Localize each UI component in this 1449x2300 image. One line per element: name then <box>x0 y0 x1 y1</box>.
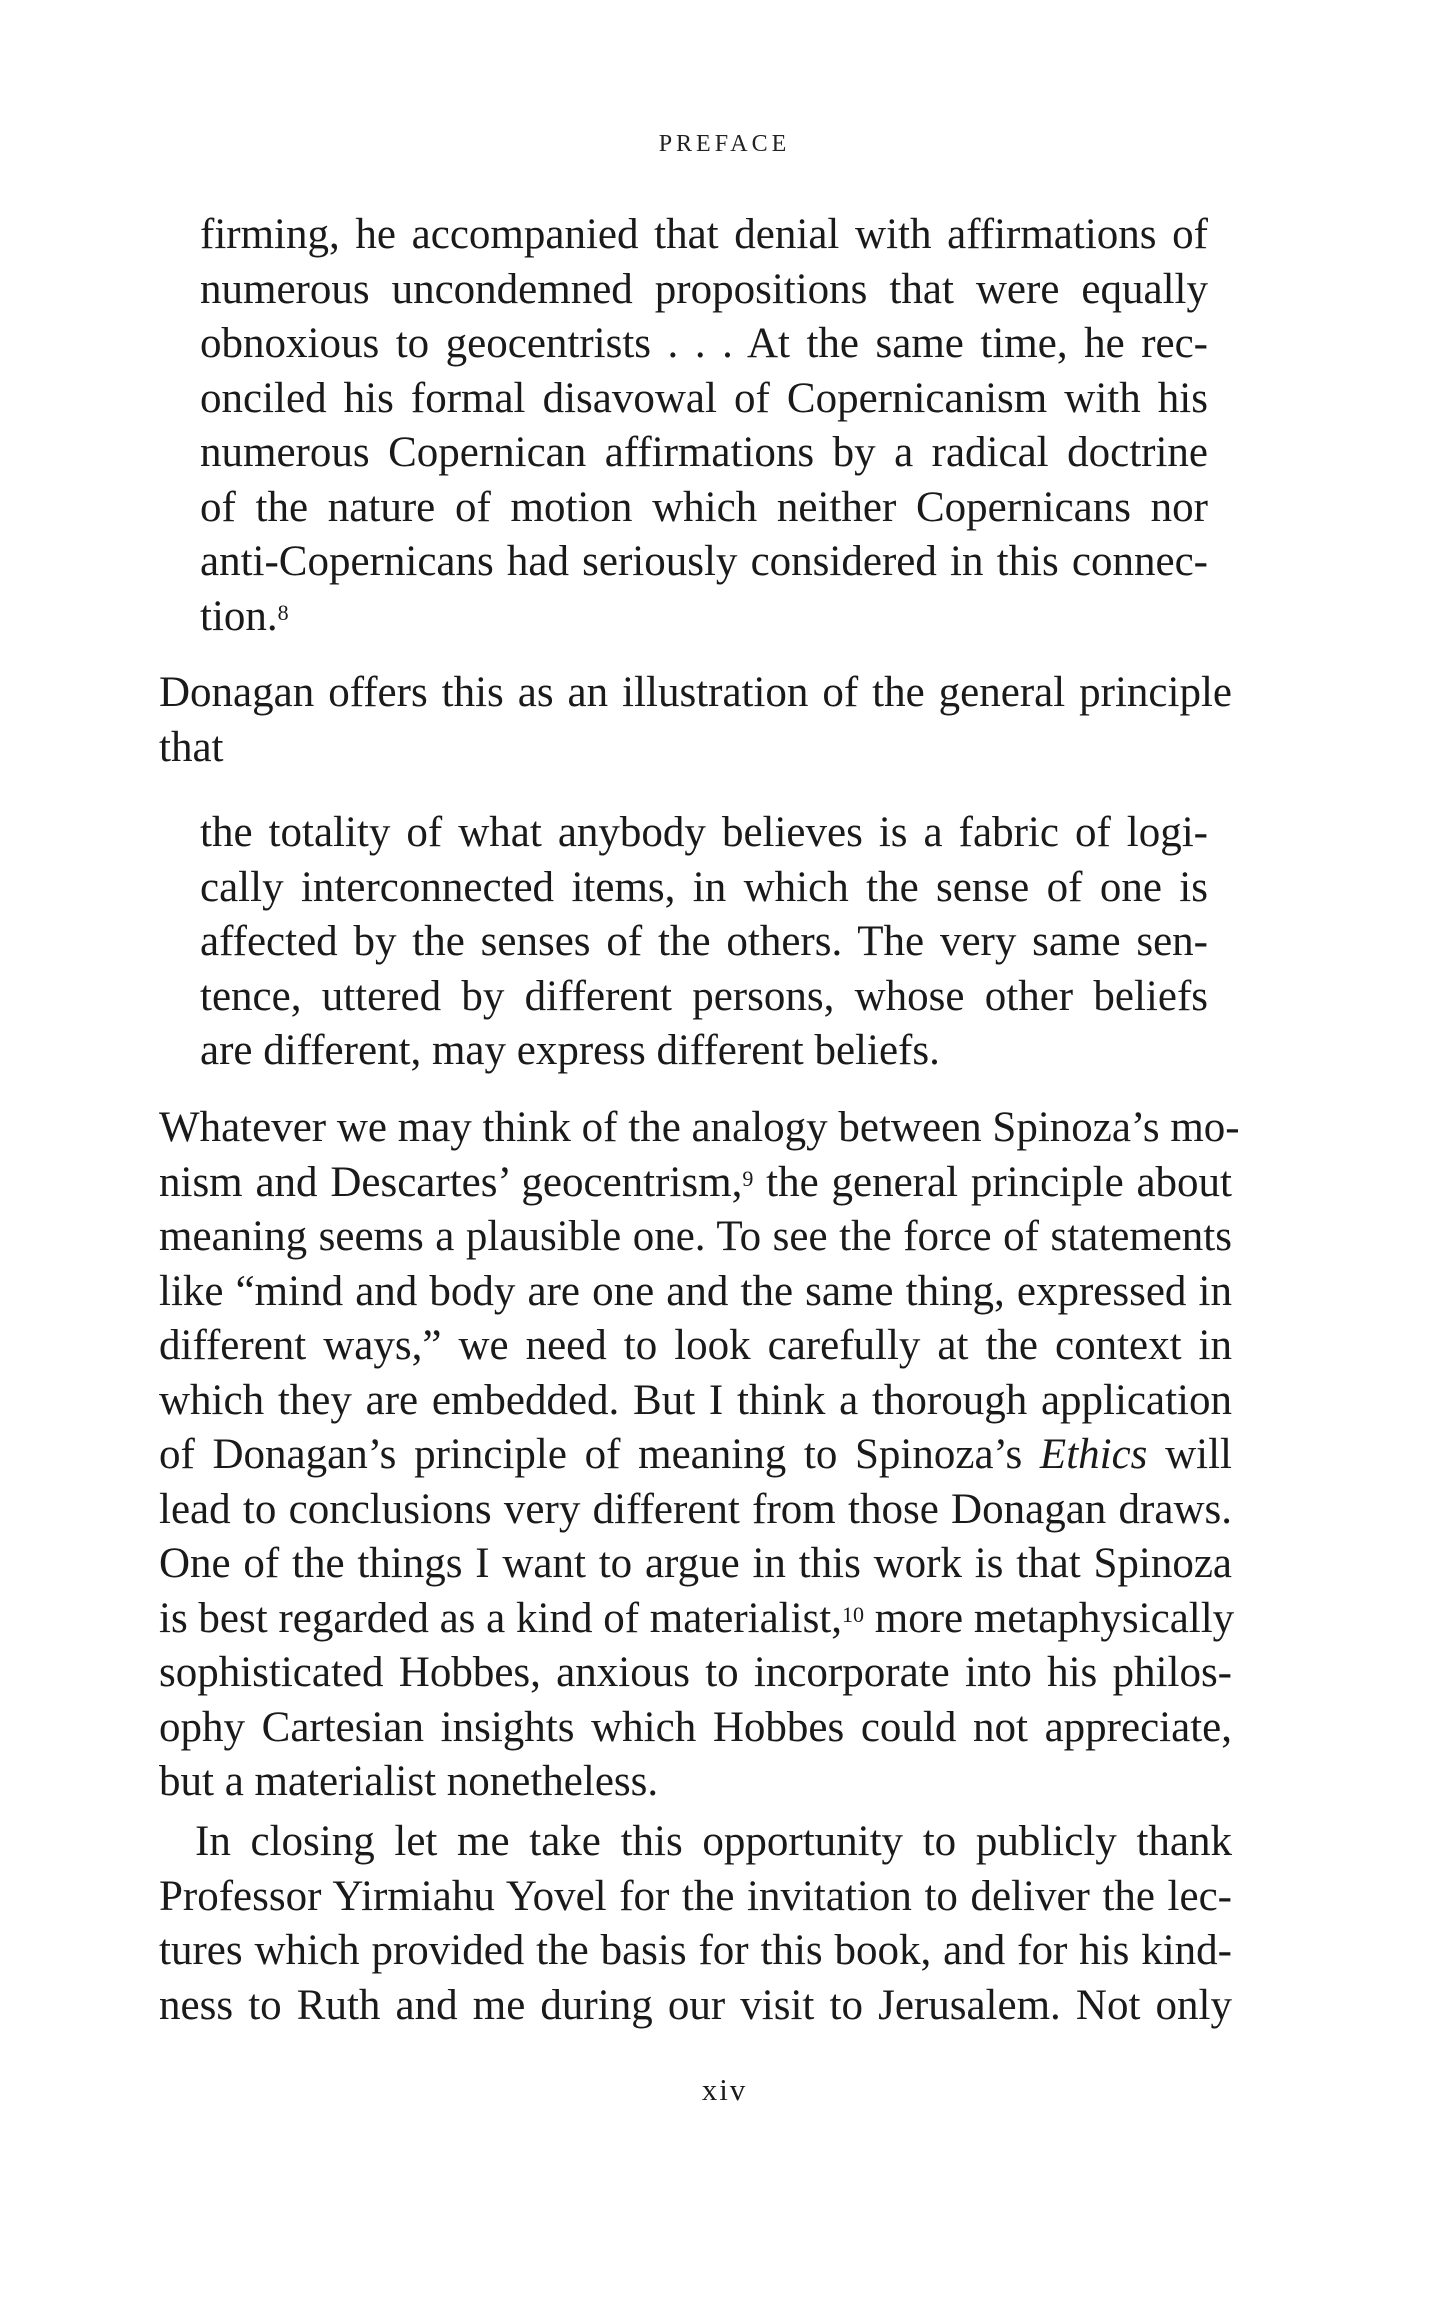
para2-line <box>159 1592 1235 1647</box>
quote2-line: the totality of what anybody believes is a fabric of logi- <box>200 809 1208 856</box>
quote1-line: numerous uncondemned propositions that were equally <box>200 265 1208 313</box>
quote2-line: tence, uttered by different persons, whose other beliefs <box>200 972 1208 1020</box>
intro-paragraph <box>159 666 1232 775</box>
quote1-last-text: tion. <box>200 592 278 640</box>
quote2-line: affected by the senses of the others. The very same sen- <box>200 918 1208 965</box>
para2-line: different ways,” we need to look carefully at the context in <box>159 1322 1232 1369</box>
ethics-title: Ethics <box>1039 1431 1148 1478</box>
para2-line10-b: more metaphysically <box>864 1594 1235 1642</box>
quote2-line: cally interconnected items, in which the sense of one is <box>200 863 1208 911</box>
para2-line: One of the things I want to argue in this work is that Spinoza <box>159 1540 1232 1587</box>
para2-line2-b: the general principle about <box>753 1158 1233 1206</box>
footnote-ref-8: 8 <box>277 599 289 625</box>
para2-line10-a: is best regarded as a kind of materialist, <box>159 1594 843 1642</box>
para2-line <box>159 1156 1232 1211</box>
quote1-line-last <box>200 590 1208 645</box>
para3-line: Professor Yirmiahu Yovel for the invitation to deliver the lec- <box>159 1872 1232 1920</box>
quote1-line: onciled his formal disavowal of Copernicanism with his <box>200 374 1208 422</box>
quote2-line: are different, may express different beliefs. <box>200 1027 940 1074</box>
para2-line: lead to conclusions very different from those Donagan draws. <box>159 1485 1232 1533</box>
para2-line <box>159 1428 1232 1483</box>
para2-line: meaning seems a plausible one. To see the force of statements <box>159 1213 1232 1260</box>
para2-line: Whatever we may think of the analogy between Spinoza’s mo- <box>159 1104 1240 1151</box>
quote1-line: numerous Copernican affirmations by a radical doctrine <box>200 429 1208 476</box>
para2-line7-a: of Donagan’s principle of meaning to Spinoza’s <box>159 1431 1040 1478</box>
quote1-line: firming, he accompanied that denial with affirmations of <box>200 211 1208 258</box>
para2-line: sophisticated Hobbes, anxious to incorporate into his philos- <box>159 1649 1232 1696</box>
intro-line: that <box>159 723 224 771</box>
quote1-line: of the nature of motion which neither Copernicans nor <box>200 483 1208 531</box>
para2-line: like “mind and body are one and the same thing, expressed in <box>159 1267 1232 1315</box>
para2-line: which they are embedded. But I think a thorough application <box>159 1376 1232 1424</box>
block-quote-copernicus <box>200 208 1208 644</box>
intro-line: Donagan offers this as an illustration of the general principle <box>159 669 1232 716</box>
block-quote-totality <box>200 806 1208 1079</box>
para3-line: In closing let me take this opportunity to publicly thank <box>195 1818 1232 1865</box>
paragraph-closing-thanks <box>159 1815 1232 2033</box>
paragraph-spinoza-materialist <box>159 1101 1240 1810</box>
para3-line: tures which provided the basis for this book, and for his kind- <box>159 1927 1232 1974</box>
quote1-line: obnoxious to geocentrists . . . At the same time, he rec- <box>200 320 1208 367</box>
para2-line7-b: will <box>1147 1431 1232 1478</box>
running-head: PREFACE <box>658 131 791 157</box>
para3-line: ness to Ruth and me during our visit to Jerusalem. Not only <box>159 1981 1232 2029</box>
para2-line2-a: nism and Descartes’ geocentrism, <box>159 1158 743 1206</box>
footnote-ref-9: 9 <box>742 1165 754 1191</box>
quote1-line: anti-Copernicans had seriously considered in this connec- <box>200 538 1208 585</box>
para2-line: but a materialist nonetheless. <box>159 1758 659 1805</box>
para2-line: ophy Cartesian insights which Hobbes could not appreciate, <box>159 1703 1232 1751</box>
page-number: xiv <box>701 2072 748 2107</box>
footnote-ref-10: 10 <box>842 1601 865 1627</box>
